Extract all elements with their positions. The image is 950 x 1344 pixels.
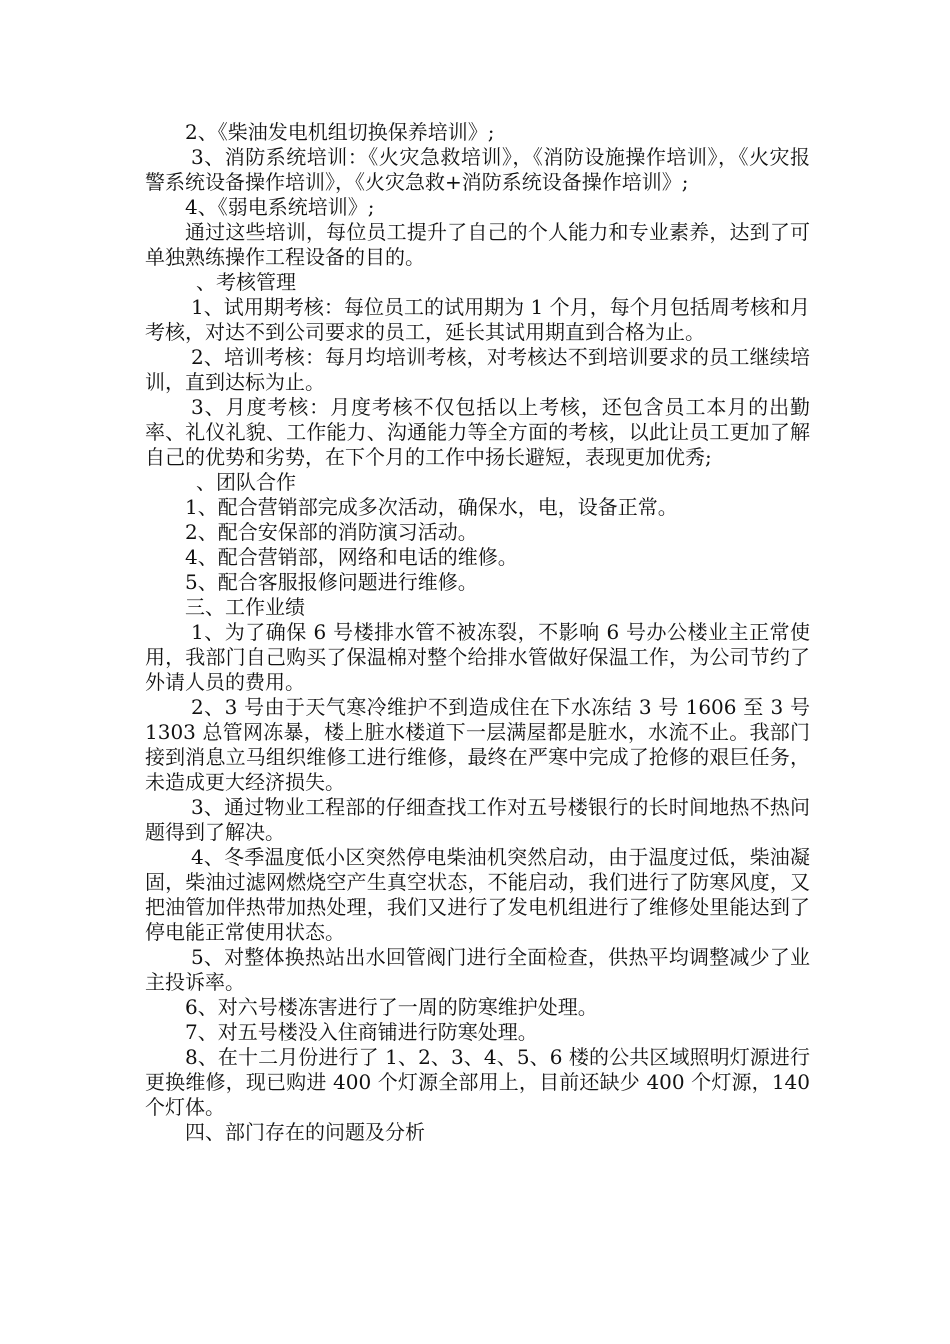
paragraph-assessment-3: 3、月度考核：月度考核不仅包括以上考核，还包含员工本月的出勤率、礼仪礼貌、工作能力、沟通能力等全方面的考核，以此让员工更加了解自己的优势和劣势，在下个月的工作中扬长避短，表现更加优秀;	[145, 395, 810, 469]
section-heading-problems: 四、部门存在的问题及分析	[185, 1120, 425, 1144]
paragraph-achievement-3: 3、通过物业工程部的仔细查找工作对五号楼银行的长时间地热不热问题得到了解决。	[145, 795, 810, 844]
paragraph-teamwork-5: 5、配合客服报修问题进行维修。	[185, 570, 478, 594]
paragraph-achievement-2: 2、3 号由于天气寒冷维护不到造成住在下水冻结 3 号 1606 至 3 号 1303 总管网冻暴，楼上脏水楼道下一层满屋都是脏水，水流不止。我部门接到消息立马组织维修工进行维修，最终在严寒中完成了抢修的艰巨任务，未造成更大经济损失。	[145, 695, 810, 794]
paragraph-achievement-8: 8、在十二月份进行了 1、2、3、4、5、6 楼的公共区域照明灯源进行更换维修，现已购进 400 个灯源全部用上，目前还缺少 400 个灯源，140 个灯体。	[145, 1045, 810, 1119]
paragraph-achievement-1: 1、为了确保 6 号楼排水管不被冻裂，不影响 6 号办公楼业主正常使用，我部门自己购买了保温棉对整个给排水管做好保温工作，为公司节约了外请人员的费用。	[145, 620, 810, 694]
paragraph-training-2: 2、《柴油发电机组切换保养培训》;	[185, 120, 495, 144]
paragraph-training-4: 4、《弱电系统培训》;	[185, 195, 375, 219]
paragraph-training-summary: 通过这些培训，每位员工提升了自己的个人能力和专业素养，达到了可单独熟练操作工程设备的目的。	[145, 220, 810, 269]
paragraph-assessment-1: 1、试用期考核：每位员工的试用期为 1 个月，每个月包括周考核和月考核，对达不到公司要求的员工，延长其试用期直到合格为止。	[145, 295, 810, 344]
paragraph-teamwork-1: 1、配合营销部完成多次活动，确保水，电，设备正常。	[185, 495, 678, 519]
section-heading-teamwork: 、团队合作	[196, 470, 296, 494]
paragraph-achievement-5: 5、对整体换热站出水回管阀门进行全面检查，供热平均调整减少了业主投诉率。	[145, 945, 810, 994]
paragraph-achievement-4: 4、冬季温度低小区突然停电柴油机突然启动，由于温度过低，柴油凝固，柴油过滤网燃烧空产生真空状态，不能启动，我们进行了防寒风度，又把油管加伴热带加热处理，我们又进行了发电机组进行了维修处里能达到了停电能正常使用状态。	[145, 845, 810, 944]
paragraph-achievement-7: 7、对五号楼没入住商铺进行防寒处理。	[185, 1020, 538, 1044]
section-heading-achievements: 三、工作业绩	[185, 595, 305, 619]
paragraph-teamwork-4: 4、配合营销部，网络和电话的维修。	[185, 545, 518, 569]
paragraph-teamwork-2: 2、配合安保部的消防演习活动。	[185, 520, 478, 544]
section-heading-assessment: 、考核管理	[196, 270, 296, 294]
paragraph-assessment-2: 2、培训考核：每月均培训考核，对考核达不到培训要求的员工继续培训，直到达标为止。	[145, 345, 810, 394]
paragraph-achievement-6: 6、对六号楼冻害进行了一周的防寒维护处理。	[185, 995, 598, 1019]
document-body	[145, 120, 810, 1145]
paragraph-training-3: 3、消防系统培训：《火灾急救培训》，《消防设施操作培训》，《火灾报警系统设备操作培训》，《火灾急救+消防系统设备操作培训》;	[145, 145, 810, 194]
